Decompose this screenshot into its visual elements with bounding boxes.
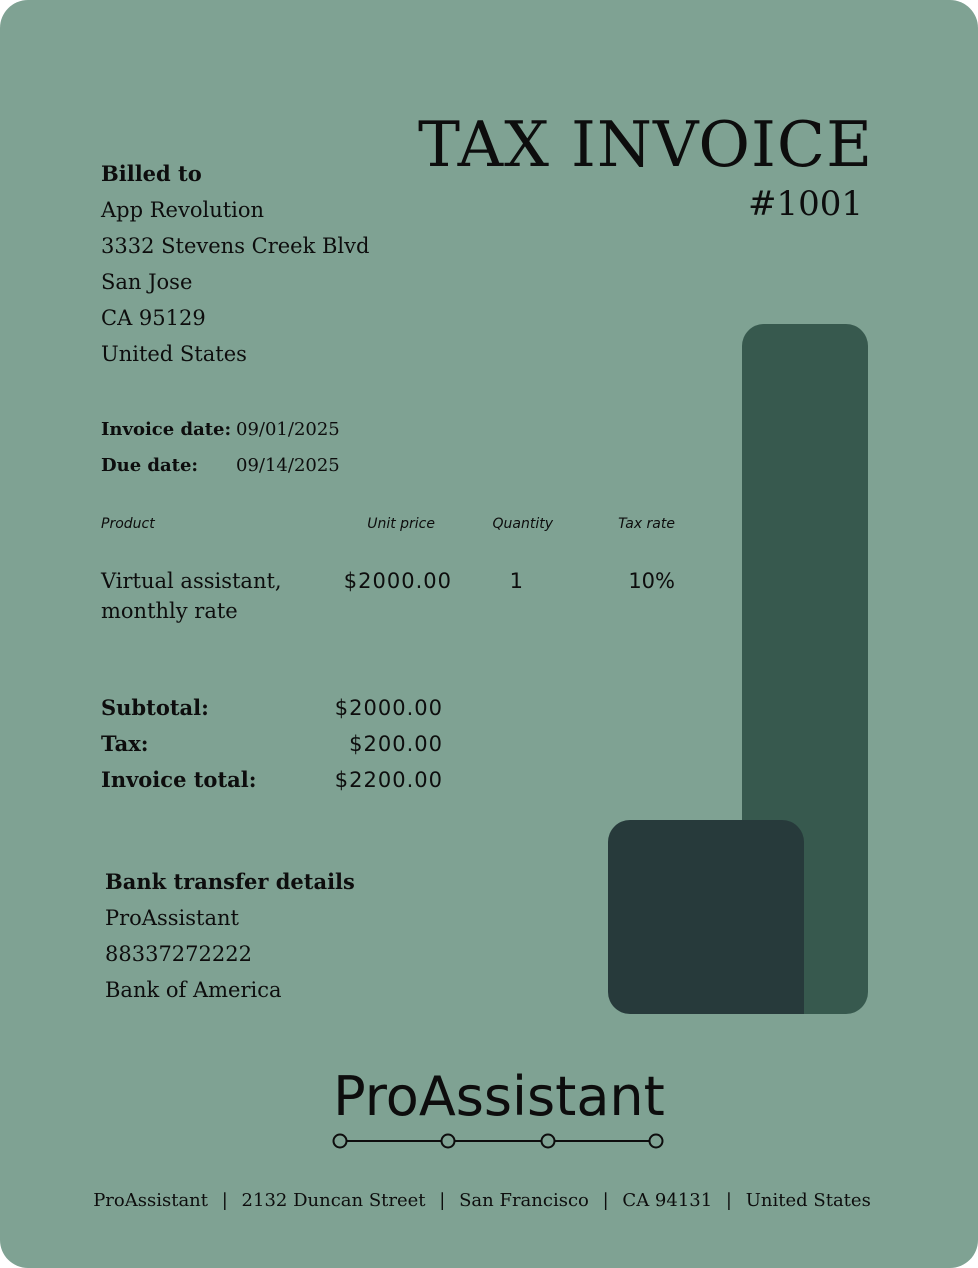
dates-block [101, 412, 340, 484]
column-header-unit-price: Unit price [367, 516, 435, 532]
due-date-value: 09/14/2025 [236, 455, 340, 476]
invoice-date-label: Invoice date: [101, 419, 232, 440]
row-quantity: 1 [509, 569, 523, 593]
row-unit-price: $2000.00 [343, 569, 452, 593]
billed-to-label: Billed to [101, 161, 202, 186]
bank-account-number: 88337272222 [105, 942, 252, 966]
bank-name: Bank of America [105, 978, 282, 1002]
invoice-date-row [101, 412, 340, 448]
footer-city: San Francisco [459, 1190, 589, 1211]
column-header-quantity: Quantity [492, 516, 553, 532]
invoice-total-row [101, 762, 443, 798]
billed-to-block [101, 156, 369, 372]
billed-to-company: App Revolution [101, 198, 265, 222]
logo-connector-icon [330, 1130, 670, 1152]
tax-label: Tax: [101, 731, 149, 756]
footer-country: United States [745, 1190, 871, 1211]
billed-to-state-zip: CA 95129 [101, 306, 206, 330]
invoice-number: #1001 [747, 184, 863, 224]
billed-to-street: 3332 Stevens Creek Blvd [101, 234, 370, 258]
company-logo-text: ProAssistant [333, 1065, 665, 1128]
footer-address [0, 1186, 964, 1216]
footer-company: ProAssistant [93, 1190, 208, 1211]
footer-separator: | [439, 1190, 446, 1211]
column-header-product: Product [101, 516, 155, 532]
footer-separator: | [221, 1190, 228, 1211]
column-header-tax-rate: Tax rate [618, 516, 675, 532]
footer-street: 2132 Duncan Street [241, 1190, 426, 1211]
invoice-date-value: 09/01/2025 [236, 419, 340, 440]
due-date-label: Due date: [101, 455, 199, 476]
due-date-row [101, 448, 340, 484]
invoice-total-value: $2200.00 [334, 768, 443, 792]
bank-details-label: Bank transfer details [105, 869, 355, 894]
billed-to-country: United States [101, 342, 247, 366]
subtotal-value: $2000.00 [334, 696, 443, 720]
bank-details-block [105, 864, 355, 1008]
invoice-title: TAX INVOICE [418, 108, 874, 181]
tax-value: $200.00 [349, 732, 443, 756]
decorative-square-block [608, 820, 804, 1014]
footer-separator: | [725, 1190, 732, 1211]
footer-separator: | [602, 1190, 609, 1211]
row-product: Virtual assistant, monthly rate [101, 569, 282, 623]
row-tax-rate: 10% [628, 569, 675, 593]
billed-to-city: San Jose [101, 270, 193, 294]
tax-row [101, 726, 443, 762]
bank-account-name: ProAssistant [105, 906, 239, 930]
subtotal-row [101, 690, 443, 726]
footer-state-zip: CA 94131 [622, 1190, 713, 1211]
invoice-total-label: Invoice total: [101, 767, 257, 792]
totals-block [101, 690, 443, 798]
subtotal-label: Subtotal: [101, 695, 209, 720]
